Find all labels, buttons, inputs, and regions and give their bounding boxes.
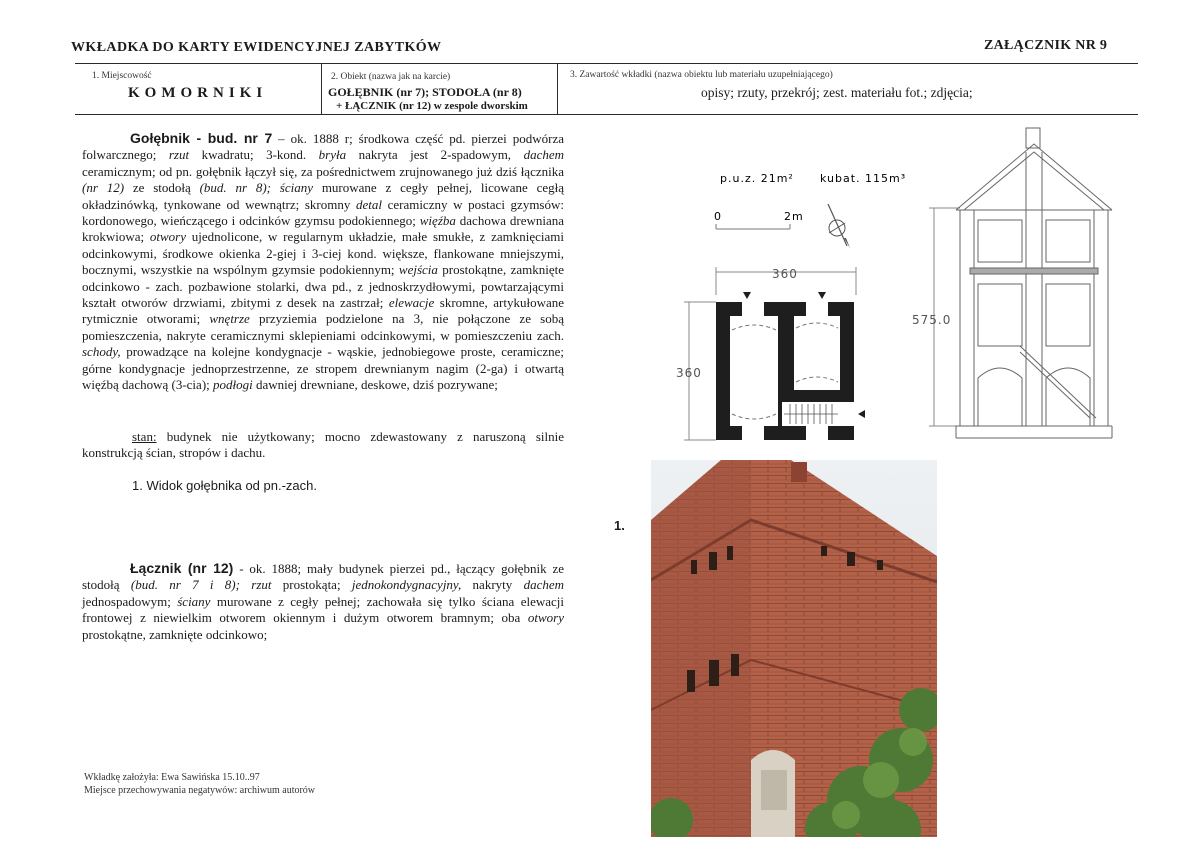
drawing-svg xyxy=(660,120,1140,450)
footer-negatives: Miejsce przechowywania negatywów: archiwum autorów xyxy=(84,785,316,796)
keyword: podłogi xyxy=(213,377,253,393)
keyword: więźba xyxy=(419,213,456,229)
keyword: ściany xyxy=(279,180,314,196)
keyword: detal xyxy=(355,196,382,212)
text-run: prostokątne, zamknięte odcinkowo - zach. pozbawione stolarki, dwa pd., z jednoskrzydłowymi, powtarzającymi kształt otworów drzwiami, zbitymi z desek na zastrzał; xyxy=(82,262,564,311)
section-height-value: 575.0 xyxy=(912,313,952,327)
field-1-label: 1. Miejscowość xyxy=(92,71,152,81)
text-run: ceramiczny w postaci gzymsów: kordonowego, wieńczącego i odcinków gzymsu podokiennego; xyxy=(82,196,564,229)
keyword: schody, xyxy=(82,344,121,360)
scale-bar xyxy=(716,224,790,229)
lacznik-description xyxy=(82,560,564,643)
table-divider-2 xyxy=(557,63,558,114)
text-run: kwadratu; 3-kond. xyxy=(189,147,319,163)
text-run: nakryty xyxy=(461,577,524,593)
field-1-value: KOMORNIKI xyxy=(128,85,268,101)
footer-author: Wkładkę założyła: Ewa Sawińska 15.10..97 xyxy=(84,772,260,783)
north-arrow-icon xyxy=(828,204,850,248)
keyword: (nr 12) xyxy=(82,180,125,196)
table-bottom-line xyxy=(75,114,1138,115)
keyword: wejścia xyxy=(398,262,438,278)
keyword: rzut xyxy=(251,577,272,593)
text-run: - ok. 1888; mały budynek pierzei pd., łączący gołębnik ze stodołą xyxy=(82,561,564,593)
annex-number: ZAŁĄCZNIK NR 9 xyxy=(984,38,1108,53)
field-2-line-2: + ŁĄCZNIK (nr 12) w zespole dworskim xyxy=(336,100,528,112)
field-3-value: opisy; rzuty, przekrój; zest. materiału fot.; zdjęcia; xyxy=(701,85,973,100)
cross-section xyxy=(956,128,1112,438)
architectural-drawing xyxy=(660,120,1140,450)
text-run: dachowa drewniana krokwiowa; xyxy=(82,213,564,245)
text-run: prowadzące na kolejne kondygnacje - wąskie, jednobiegowe proste, ceramiczne; górne kondygnacje jednoprzestrzenne, ze stropem drewnianym nagim (2-ga) i otwartą więźbą dachową (3-cia); xyxy=(82,344,564,393)
golebnik-description xyxy=(82,130,564,394)
scale-zero: 0 xyxy=(714,210,722,223)
text-run xyxy=(240,577,251,592)
text-run: dawniej drewniane, deskowe, dziś pozrywane; xyxy=(252,377,498,393)
plan-width-value: 360 xyxy=(772,267,798,281)
table-divider-1 xyxy=(321,63,322,114)
golebnik-condition xyxy=(82,429,564,462)
keyword: rzut xyxy=(168,147,190,163)
keyword: (bud. nr 7 i 8); xyxy=(130,577,240,593)
text-run: murowane z cegły pełnej, licowane cegłą okładzinówką, tynkowane od wewnątrz; skromny xyxy=(82,180,565,212)
keyword: otwory xyxy=(527,610,564,626)
keyword: jednokondygnacyjny, xyxy=(351,577,462,593)
field-2-line-1: GOŁĘBNIK (nr 7); STODOŁA (nr 8) xyxy=(328,85,522,99)
keyword: bryła xyxy=(318,147,347,163)
usable-area-label: p.u.z. 21m² xyxy=(720,172,794,185)
keyword: dachem xyxy=(523,577,564,593)
keyword: ściany xyxy=(177,593,211,609)
photo-illustration xyxy=(651,460,937,837)
text-run: murowane z cegły pełnej; zachowała się tylko ściana elewacji frontowej z niewielkim otworem okiennym i dużym otworem bramnym; oba xyxy=(82,593,565,626)
photo-number: 1. xyxy=(614,518,625,533)
plan-height-value: 360 xyxy=(676,366,702,380)
volume-label: kubat. 115m³ xyxy=(820,172,907,185)
keyword: elewacje xyxy=(388,295,435,311)
floor-plan xyxy=(716,292,865,440)
golebnik-heading: Gołębnik - bud. nr 7 xyxy=(130,130,273,146)
text-run: ze stodołą xyxy=(124,180,200,196)
text-run: skromne, artykułowane rytmicznie otworami; xyxy=(82,295,564,327)
keyword: (bud. nr 8); xyxy=(199,180,271,196)
condition-label: stan: xyxy=(132,429,157,444)
field-3-label: 3. Zawartość wkładki (nazwa obiektu lub materiału uzupełniającego) xyxy=(570,70,833,80)
scale-two: 2m xyxy=(784,210,804,223)
text-run: prostokątne, zamknięte odcinkowo; xyxy=(82,626,268,642)
photo-1-caption: 1. Widok gołębnika od pn.-zach. xyxy=(132,478,317,493)
text-run: nakryta jest 2-spadowym, xyxy=(346,147,524,163)
keyword: dachem xyxy=(523,147,564,163)
text-run: przyziemia podzielone na 3, nie połączone ze sobą pomieszczenia, nakryte ceramicznymi sklepieniami odcinkowymi, w pomieszczeniu zach. xyxy=(82,311,564,343)
text-run xyxy=(271,180,280,195)
field-2-label: 2. Obiekt (nazwa jak na karcie) xyxy=(331,72,451,82)
keyword: otwory xyxy=(149,229,187,245)
photo-dovecote xyxy=(651,460,937,837)
table-top-line xyxy=(75,63,1138,64)
lacznik-heading: Łącznik (nr 12) xyxy=(130,560,234,576)
text-run: ujednolicone, w regularnym układzie, małe smukłe, z zamknięciami odcinkowymi, środkowe okienka 2-giej i 3-ciej kond. większe, flankowane mniejszymi, bocznymi, wszystkie na wspólnym gzymsie podokiennym; xyxy=(82,229,564,278)
text-run: ceramicznym; od pn. gołębnik łączył się, za pośrednictwem zrujnowanego już dziś łącznika xyxy=(82,163,564,179)
text-run: prostokąta; xyxy=(271,577,352,593)
document-title: WKŁADKA DO KARTY EWIDENCYJNEJ ZABYTKÓW xyxy=(71,40,442,55)
text-run: jednospadowym; xyxy=(82,593,178,609)
condition-text: budynek nie użytkowany; mocno zdewastowany z naruszoną silnie konstrukcją ścian, stropów i dachu. xyxy=(82,429,564,461)
text-run: – ok. 1888 r; środkowa część pd. pierzei podwórza folwarcznego; xyxy=(82,131,564,163)
keyword: wnętrze xyxy=(209,311,250,327)
